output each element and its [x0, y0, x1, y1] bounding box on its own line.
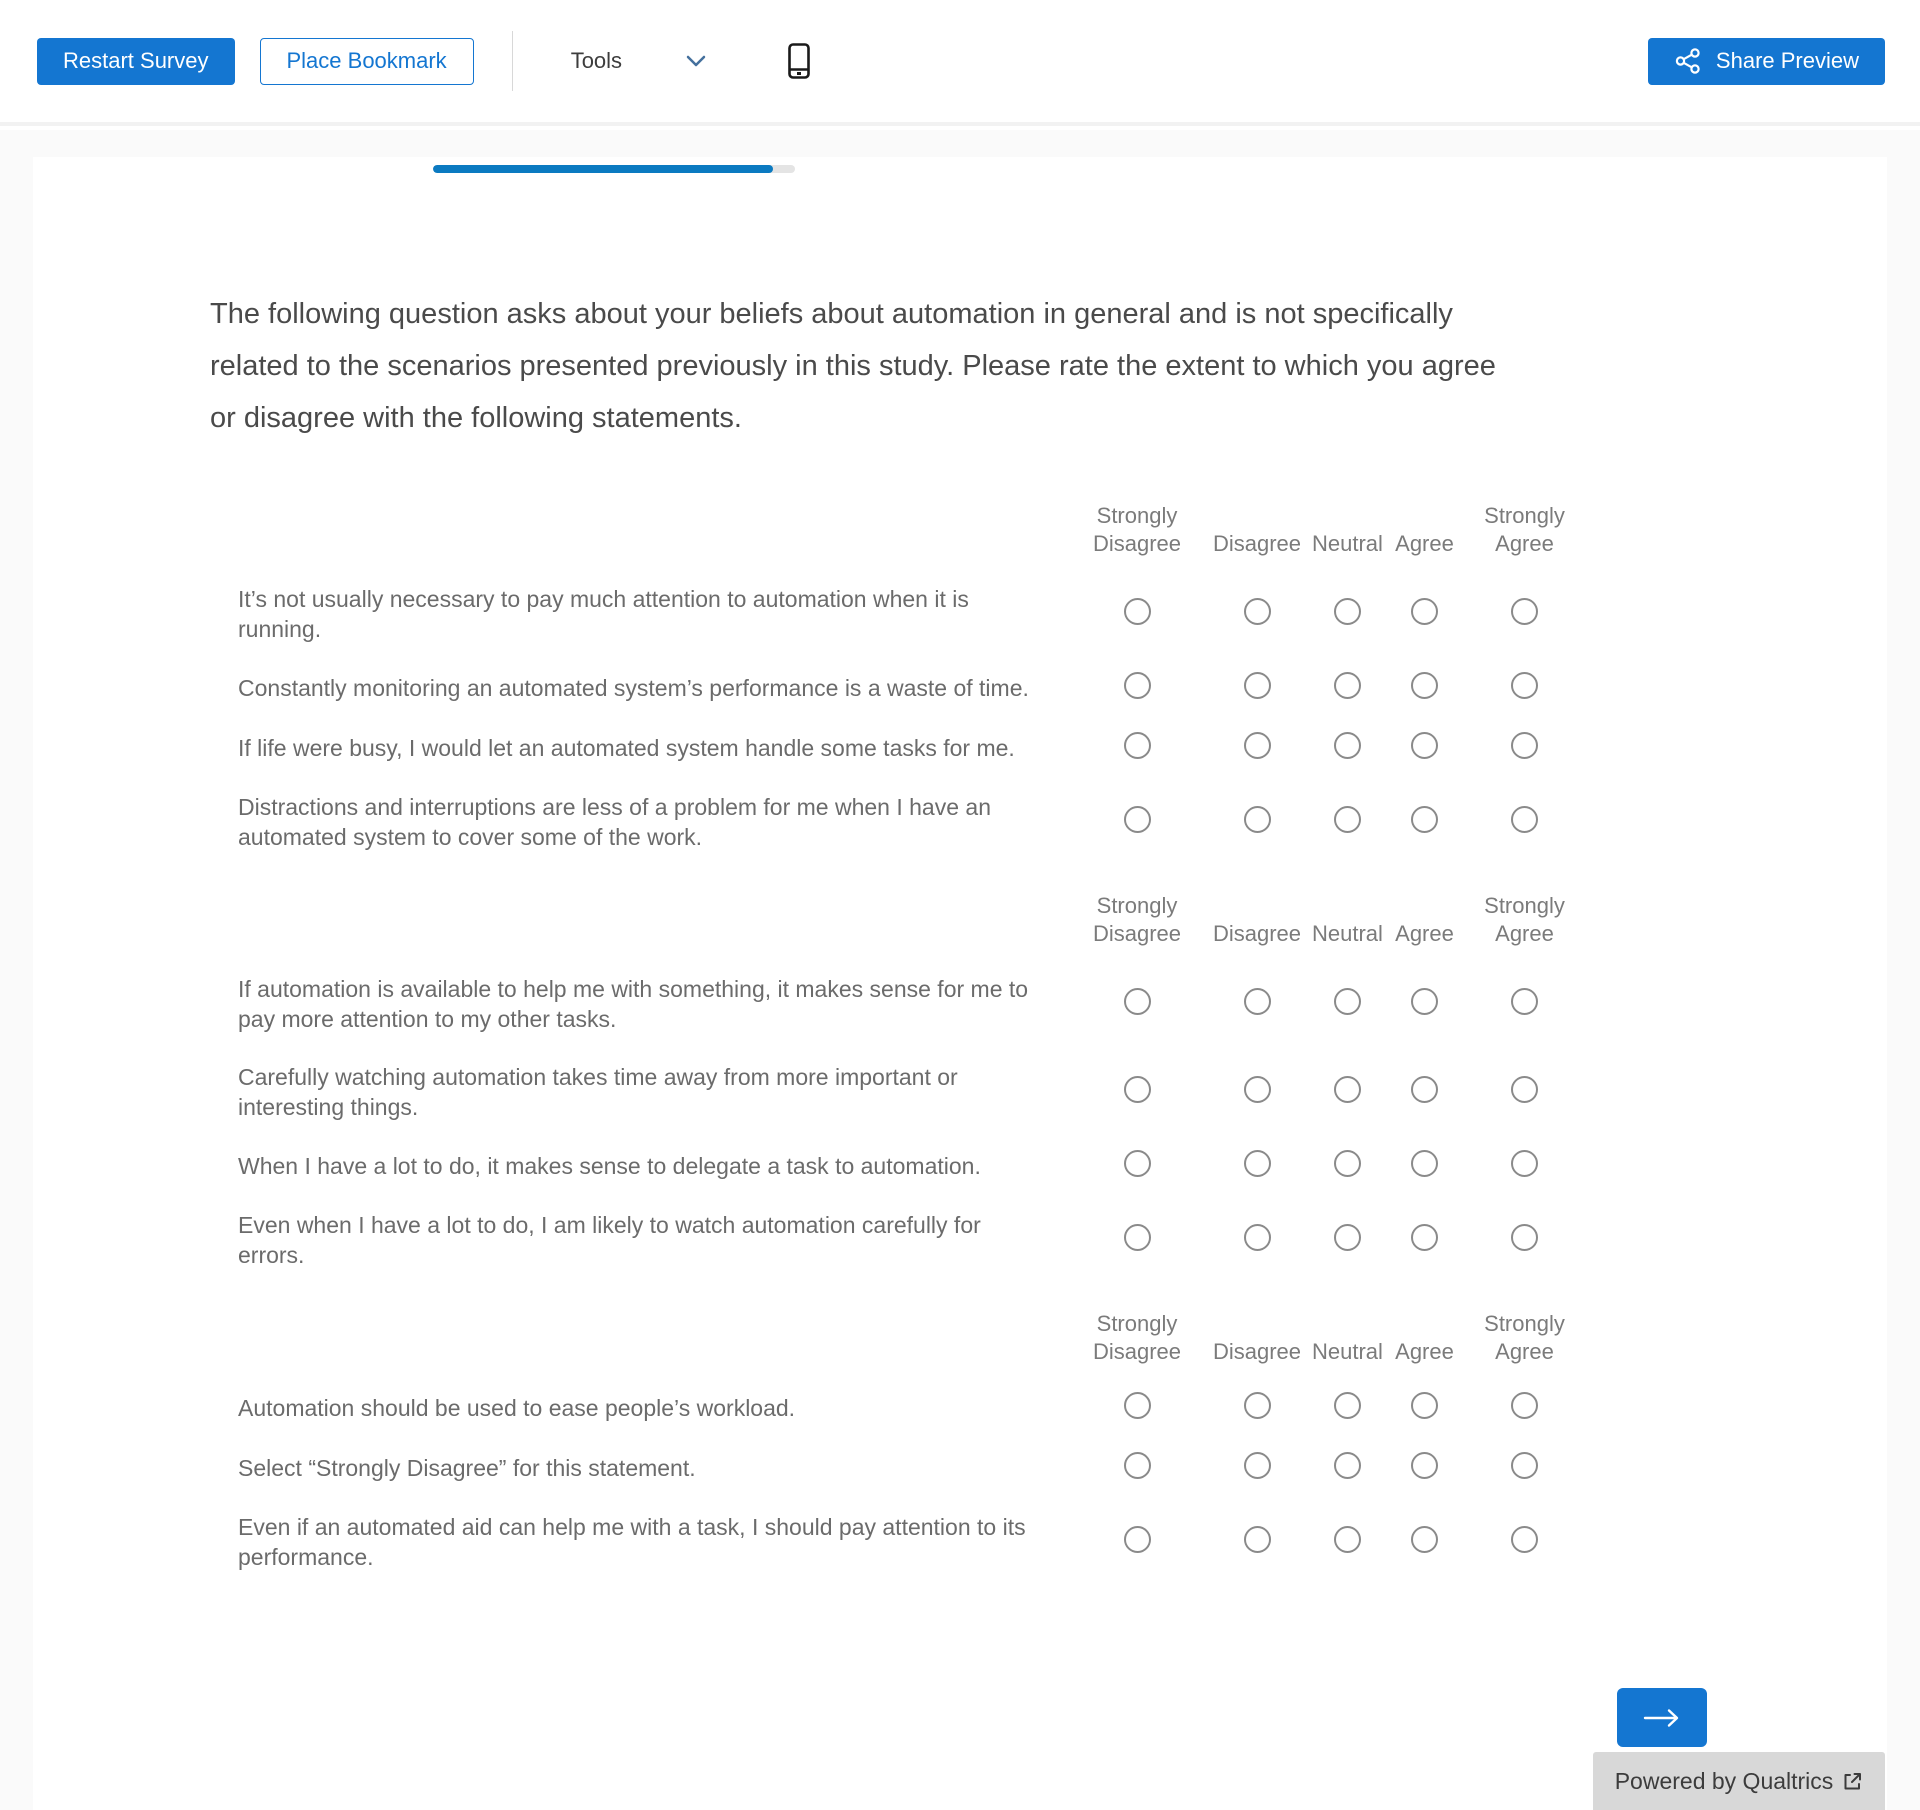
next-page-button[interactable]: [1617, 1688, 1707, 1747]
radio-option[interactable]: [1411, 1452, 1438, 1479]
radio-option[interactable]: [1334, 1224, 1361, 1251]
radio-option[interactable]: [1511, 1452, 1538, 1479]
scale-label: Disagree: [1212, 531, 1302, 556]
radio-option[interactable]: [1511, 806, 1538, 833]
scale-header-row: [210, 1310, 1582, 1378]
radio-option[interactable]: [1411, 672, 1438, 699]
tools-dropdown[interactable]: [571, 48, 706, 74]
mobile-preview-toggle[interactable]: [788, 43, 810, 79]
radio-option[interactable]: [1244, 1452, 1271, 1479]
likert-table-2: [210, 892, 1582, 1284]
radio-option[interactable]: [1511, 1392, 1538, 1419]
statement-text: Select “Strongly Disagree” for this statement.: [238, 1455, 696, 1481]
powered-by-qualtrics-link[interactable]: [1593, 1752, 1885, 1810]
radio-option[interactable]: [1124, 806, 1151, 833]
statement-text: When I have a lot to do, it makes sense to delegate a task to automation.: [238, 1153, 981, 1179]
table-row: [210, 1048, 1582, 1136]
radio-option[interactable]: [1244, 732, 1271, 759]
radio-option[interactable]: [1411, 1526, 1438, 1553]
survey-card: [33, 157, 1887, 1810]
radio-option[interactable]: [1124, 1150, 1151, 1177]
arrow-right-icon: [1643, 1707, 1681, 1729]
scale-label: Disagree: [1212, 1339, 1302, 1364]
radio-option[interactable]: [1334, 806, 1361, 833]
radio-option[interactable]: [1124, 1392, 1151, 1419]
table-row: [210, 778, 1582, 866]
radio-option[interactable]: [1334, 1452, 1361, 1479]
radio-option[interactable]: [1244, 1392, 1271, 1419]
radio-option[interactable]: [1511, 732, 1538, 759]
radio-option[interactable]: [1411, 1392, 1438, 1419]
restart-survey-button[interactable]: Restart Survey: [37, 38, 235, 85]
statement-header-spacer: [210, 1310, 1072, 1378]
mobile-phone-icon: [788, 43, 810, 79]
radio-option[interactable]: [1124, 988, 1151, 1015]
radio-option[interactable]: [1334, 1526, 1361, 1553]
preview-page-background: [0, 130, 1920, 1810]
question-intro-text: The following question asks about your beliefs about automation in general and is not specifically related to the scenarios presented previously in this study. Please rate the extent to which you agree or disagree with the following statements.: [210, 298, 1496, 434]
scale-header-row: [210, 502, 1582, 570]
radio-option[interactable]: [1511, 598, 1538, 625]
scale-label: Agree: [1395, 531, 1454, 556]
radio-option[interactable]: [1411, 1076, 1438, 1103]
radio-option[interactable]: [1334, 672, 1361, 699]
radio-option[interactable]: [1124, 1452, 1151, 1479]
share-preview-button[interactable]: [1648, 38, 1885, 85]
radio-option[interactable]: [1124, 1076, 1151, 1103]
radio-option[interactable]: [1124, 732, 1151, 759]
scale-label: Neutral: [1312, 921, 1383, 946]
radio-option[interactable]: [1244, 1526, 1271, 1553]
statement-text: Even if an automated aid can help me with a task, I should pay attention to its performance.: [238, 1514, 1026, 1570]
tools-label: Tools: [570, 48, 623, 73]
statement-text: Carefully watching automation takes time away from more important or interesting things.: [238, 1064, 958, 1120]
share-preview-label: Share Preview: [1715, 48, 1859, 73]
radio-option[interactable]: [1411, 806, 1438, 833]
statement-text: Automation should be used to ease people’s workload.: [238, 1395, 796, 1421]
scale-label: Strongly Disagree: [1092, 503, 1182, 556]
table-row: [210, 1196, 1582, 1284]
survey-content: [210, 288, 1710, 1586]
radio-option[interactable]: [1124, 672, 1151, 699]
likert-table-1: [210, 502, 1582, 866]
radio-option[interactable]: [1334, 1150, 1361, 1177]
chevron-down-icon: [686, 55, 706, 67]
radio-option[interactable]: [1411, 598, 1438, 625]
table-row: [210, 570, 1582, 658]
table-row: [210, 1438, 1582, 1498]
radio-option[interactable]: [1511, 1224, 1538, 1251]
radio-option[interactable]: [1411, 732, 1438, 759]
table-row: [210, 1378, 1582, 1438]
statement-text: Constantly monitoring an automated system’s performance is a waste of time.: [238, 675, 1029, 701]
statement-header-spacer: [210, 892, 1072, 960]
scale-label: Neutral: [1312, 531, 1383, 556]
radio-option[interactable]: [1511, 988, 1538, 1015]
scale-label: Neutral: [1312, 1339, 1383, 1364]
radio-option[interactable]: [1244, 598, 1271, 625]
statement-text: It’s not usually necessary to pay much attention to automation when it is running.: [238, 586, 969, 642]
external-link-icon: [1842, 1771, 1863, 1792]
statement-text: If automation is available to help me with something, it makes sense for me to pay more attention to my other tasks.: [238, 976, 1029, 1032]
radio-option[interactable]: [1511, 1150, 1538, 1177]
likert-table-3: [210, 1310, 1582, 1586]
radio-option[interactable]: [1334, 988, 1361, 1015]
preview-toolbar: [0, 0, 1920, 126]
progress-bar-fill: [433, 165, 773, 173]
statement-text: Distractions and interruptions are less of a problem for me when I have an automated system to cover some of the work.: [238, 794, 991, 850]
radio-option[interactable]: [1411, 988, 1438, 1015]
progress-bar: [433, 165, 795, 173]
radio-option[interactable]: [1244, 806, 1271, 833]
share-icon: [1674, 47, 1702, 75]
radio-option[interactable]: [1511, 1526, 1538, 1553]
place-bookmark-button[interactable]: Place Bookmark: [260, 38, 474, 85]
radio-option[interactable]: [1244, 1150, 1271, 1177]
toolbar-divider: [512, 31, 513, 91]
radio-option[interactable]: [1411, 1224, 1438, 1251]
statement-text: Even when I have a lot to do, I am likely to watch automation carefully for errors.: [238, 1212, 981, 1268]
table-row: [210, 1498, 1582, 1586]
radio-option[interactable]: [1511, 672, 1538, 699]
radio-option[interactable]: [1244, 988, 1271, 1015]
radio-option[interactable]: [1511, 1076, 1538, 1103]
table-row: [210, 718, 1582, 778]
statement-header-spacer: [210, 502, 1072, 570]
table-row: [210, 1136, 1582, 1196]
scale-label: Strongly Disagree: [1092, 1311, 1182, 1364]
radio-option[interactable]: [1411, 1150, 1438, 1177]
scale-label: Strongly Agree: [1484, 893, 1565, 946]
radio-option[interactable]: [1124, 1224, 1151, 1251]
scale-label: Agree: [1395, 1339, 1454, 1364]
radio-option[interactable]: [1124, 1526, 1151, 1553]
radio-option[interactable]: [1334, 732, 1361, 759]
radio-option[interactable]: [1124, 598, 1151, 625]
radio-option[interactable]: [1244, 672, 1271, 699]
scale-label: Strongly Disagree: [1092, 893, 1182, 946]
statement-text: If life were busy, I would let an automated system handle some tasks for me.: [238, 735, 1015, 761]
radio-option[interactable]: [1334, 598, 1361, 625]
radio-option[interactable]: [1244, 1076, 1271, 1103]
table-row: [210, 960, 1582, 1048]
powered-by-label: Powered by Qualtrics: [1614, 1767, 1834, 1794]
radio-option[interactable]: [1244, 1224, 1271, 1251]
scale-label: Strongly Agree: [1484, 503, 1565, 556]
scale-label: Agree: [1395, 921, 1454, 946]
table-row: [210, 658, 1582, 718]
scale-label: Disagree: [1212, 921, 1302, 946]
radio-option[interactable]: [1334, 1392, 1361, 1419]
scale-header-row: [210, 892, 1582, 960]
scale-label: Strongly Agree: [1484, 1311, 1565, 1364]
radio-option[interactable]: [1334, 1076, 1361, 1103]
